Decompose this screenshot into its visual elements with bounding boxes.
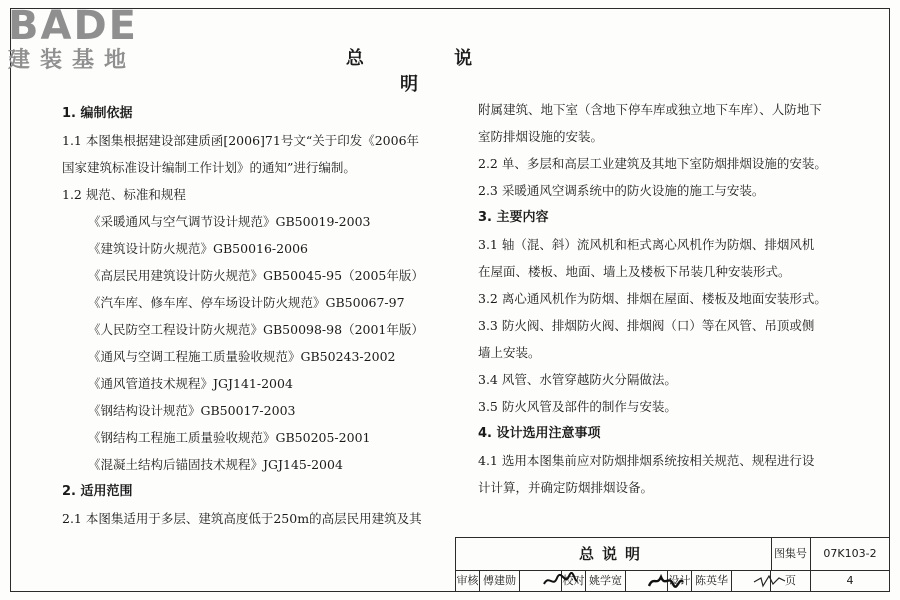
left-column bbox=[62, 100, 462, 532]
watermark-logo bbox=[8, 3, 178, 86]
checker-name: 姚学宽 bbox=[586, 570, 626, 592]
design-label: 设计 bbox=[668, 570, 692, 592]
paragraph-line: 1.2 规范、标准和规程 bbox=[62, 187, 186, 202]
section-heading: 1. 编制依据 bbox=[62, 106, 133, 121]
paragraph-line: 3.2 离心通风机作为防烟、排烟在屋面、楼板及地面安装形式。 bbox=[478, 291, 827, 306]
reference-standard: 《高层民用建筑设计防火规范》GB50045-95（2005年版） bbox=[88, 268, 424, 283]
reference-standard: 《通风与空调工程施工质量验收规范》GB50243-2002 bbox=[88, 349, 396, 364]
logo-chinese: 建装基地 bbox=[8, 48, 137, 73]
reference-standard: 《汽车库、修车库、停车场设计防火规范》GB50067-97 bbox=[88, 295, 405, 310]
paragraph-line: 国家建筑标准设计编制工作计划》的通知”进行编制。 bbox=[62, 160, 356, 175]
designer-signature bbox=[732, 570, 771, 592]
section-heading: 3. 主要内容 bbox=[478, 210, 549, 225]
review-label: 审核 bbox=[456, 570, 480, 592]
paragraph-line: 3.3 防火阀、排烟防火阀、排烟阀（口）等在风管、吊顶或侧 bbox=[478, 318, 815, 333]
check-label: 校对 bbox=[562, 570, 586, 592]
right-column bbox=[478, 96, 848, 501]
title-block bbox=[455, 537, 890, 592]
section-heading: 4. 设计选用注意事项 bbox=[478, 426, 601, 441]
reference-standard: 《采暖通风与空气调节设计规范》GB50019-2003 bbox=[88, 214, 371, 229]
reference-standard: 《钢结构工程施工质量验收规范》GB50205-2001 bbox=[88, 430, 371, 445]
paragraph-line: 墙上安装。 bbox=[478, 345, 541, 360]
paragraph-line: 1.1 本图集根据建设部建质函[2006]71号文“关于印发《2006年 bbox=[62, 133, 420, 148]
reviewer-name: 傅建勋 bbox=[480, 570, 520, 592]
reference-standard: 《人民防空工程设计防火规范》GB50098-98（2001年版） bbox=[88, 322, 424, 337]
paragraph-line: 2.3 采暖通风空调系统中的防火设施的施工与安装。 bbox=[478, 183, 765, 198]
page-label: 页 bbox=[771, 570, 811, 592]
page-number: 4 bbox=[846, 574, 854, 587]
atlas-number-label: 图集号 bbox=[771, 538, 811, 570]
paragraph-line: 3.1 轴（混、斜）流风机和柜式离心风机作为防烟、排烟风机 bbox=[478, 237, 815, 252]
reference-standard: 《混凝土结构后锚固技术规程》JGJ145-2004 bbox=[88, 457, 343, 472]
reference-standard: 《钢结构设计规范》GB50017-2003 bbox=[88, 403, 296, 418]
title-block-row-bottom bbox=[456, 570, 890, 592]
paragraph-line: 3.4 风管、水管穿越防火分隔做法。 bbox=[478, 372, 677, 387]
paragraph-line: 2.1 本图集适用于多层、建筑高度低于250m的高层民用建筑及其 bbox=[62, 511, 422, 526]
paragraph-line: 2.2 单、多层和高层工业建筑及其地下室防烟排烟设施的安装。 bbox=[478, 156, 827, 171]
reviewer-signature bbox=[520, 570, 562, 592]
paragraph-line: 3.5 防火风管及部件的制作与安装。 bbox=[478, 399, 677, 414]
logo-word: BADE bbox=[8, 3, 138, 49]
title-block-title: 总说明 bbox=[456, 538, 772, 570]
paragraph-line: 附属建筑、地下室（含地下停车库或独立地下车库）、人防地下 bbox=[478, 102, 822, 117]
designer-name: 陈英华 bbox=[692, 570, 732, 592]
paragraph-line: 计计算，并确定防烟排烟设备。 bbox=[478, 480, 654, 495]
checker-signature bbox=[626, 570, 668, 592]
page-title: 总 说 明 bbox=[345, 48, 515, 95]
section-heading: 2. 适用范围 bbox=[62, 484, 133, 499]
reference-standard: 《通风管道技术规程》JGJ141-2004 bbox=[88, 376, 293, 391]
title-block-row-top bbox=[456, 538, 890, 571]
reference-standard: 《建筑设计防火规范》GB50016-2006 bbox=[88, 241, 308, 256]
paragraph-line: 在屋面、楼板、地面、墙上及楼板下吊装几种安装形式。 bbox=[478, 264, 791, 279]
atlas-number: 07K103-2 bbox=[823, 547, 877, 560]
paragraph-line: 室防排烟设施的安装。 bbox=[478, 129, 604, 144]
paragraph-line: 4.1 选用本图集前应对防烟排烟系统按相关规范、规程进行设 bbox=[478, 453, 815, 468]
